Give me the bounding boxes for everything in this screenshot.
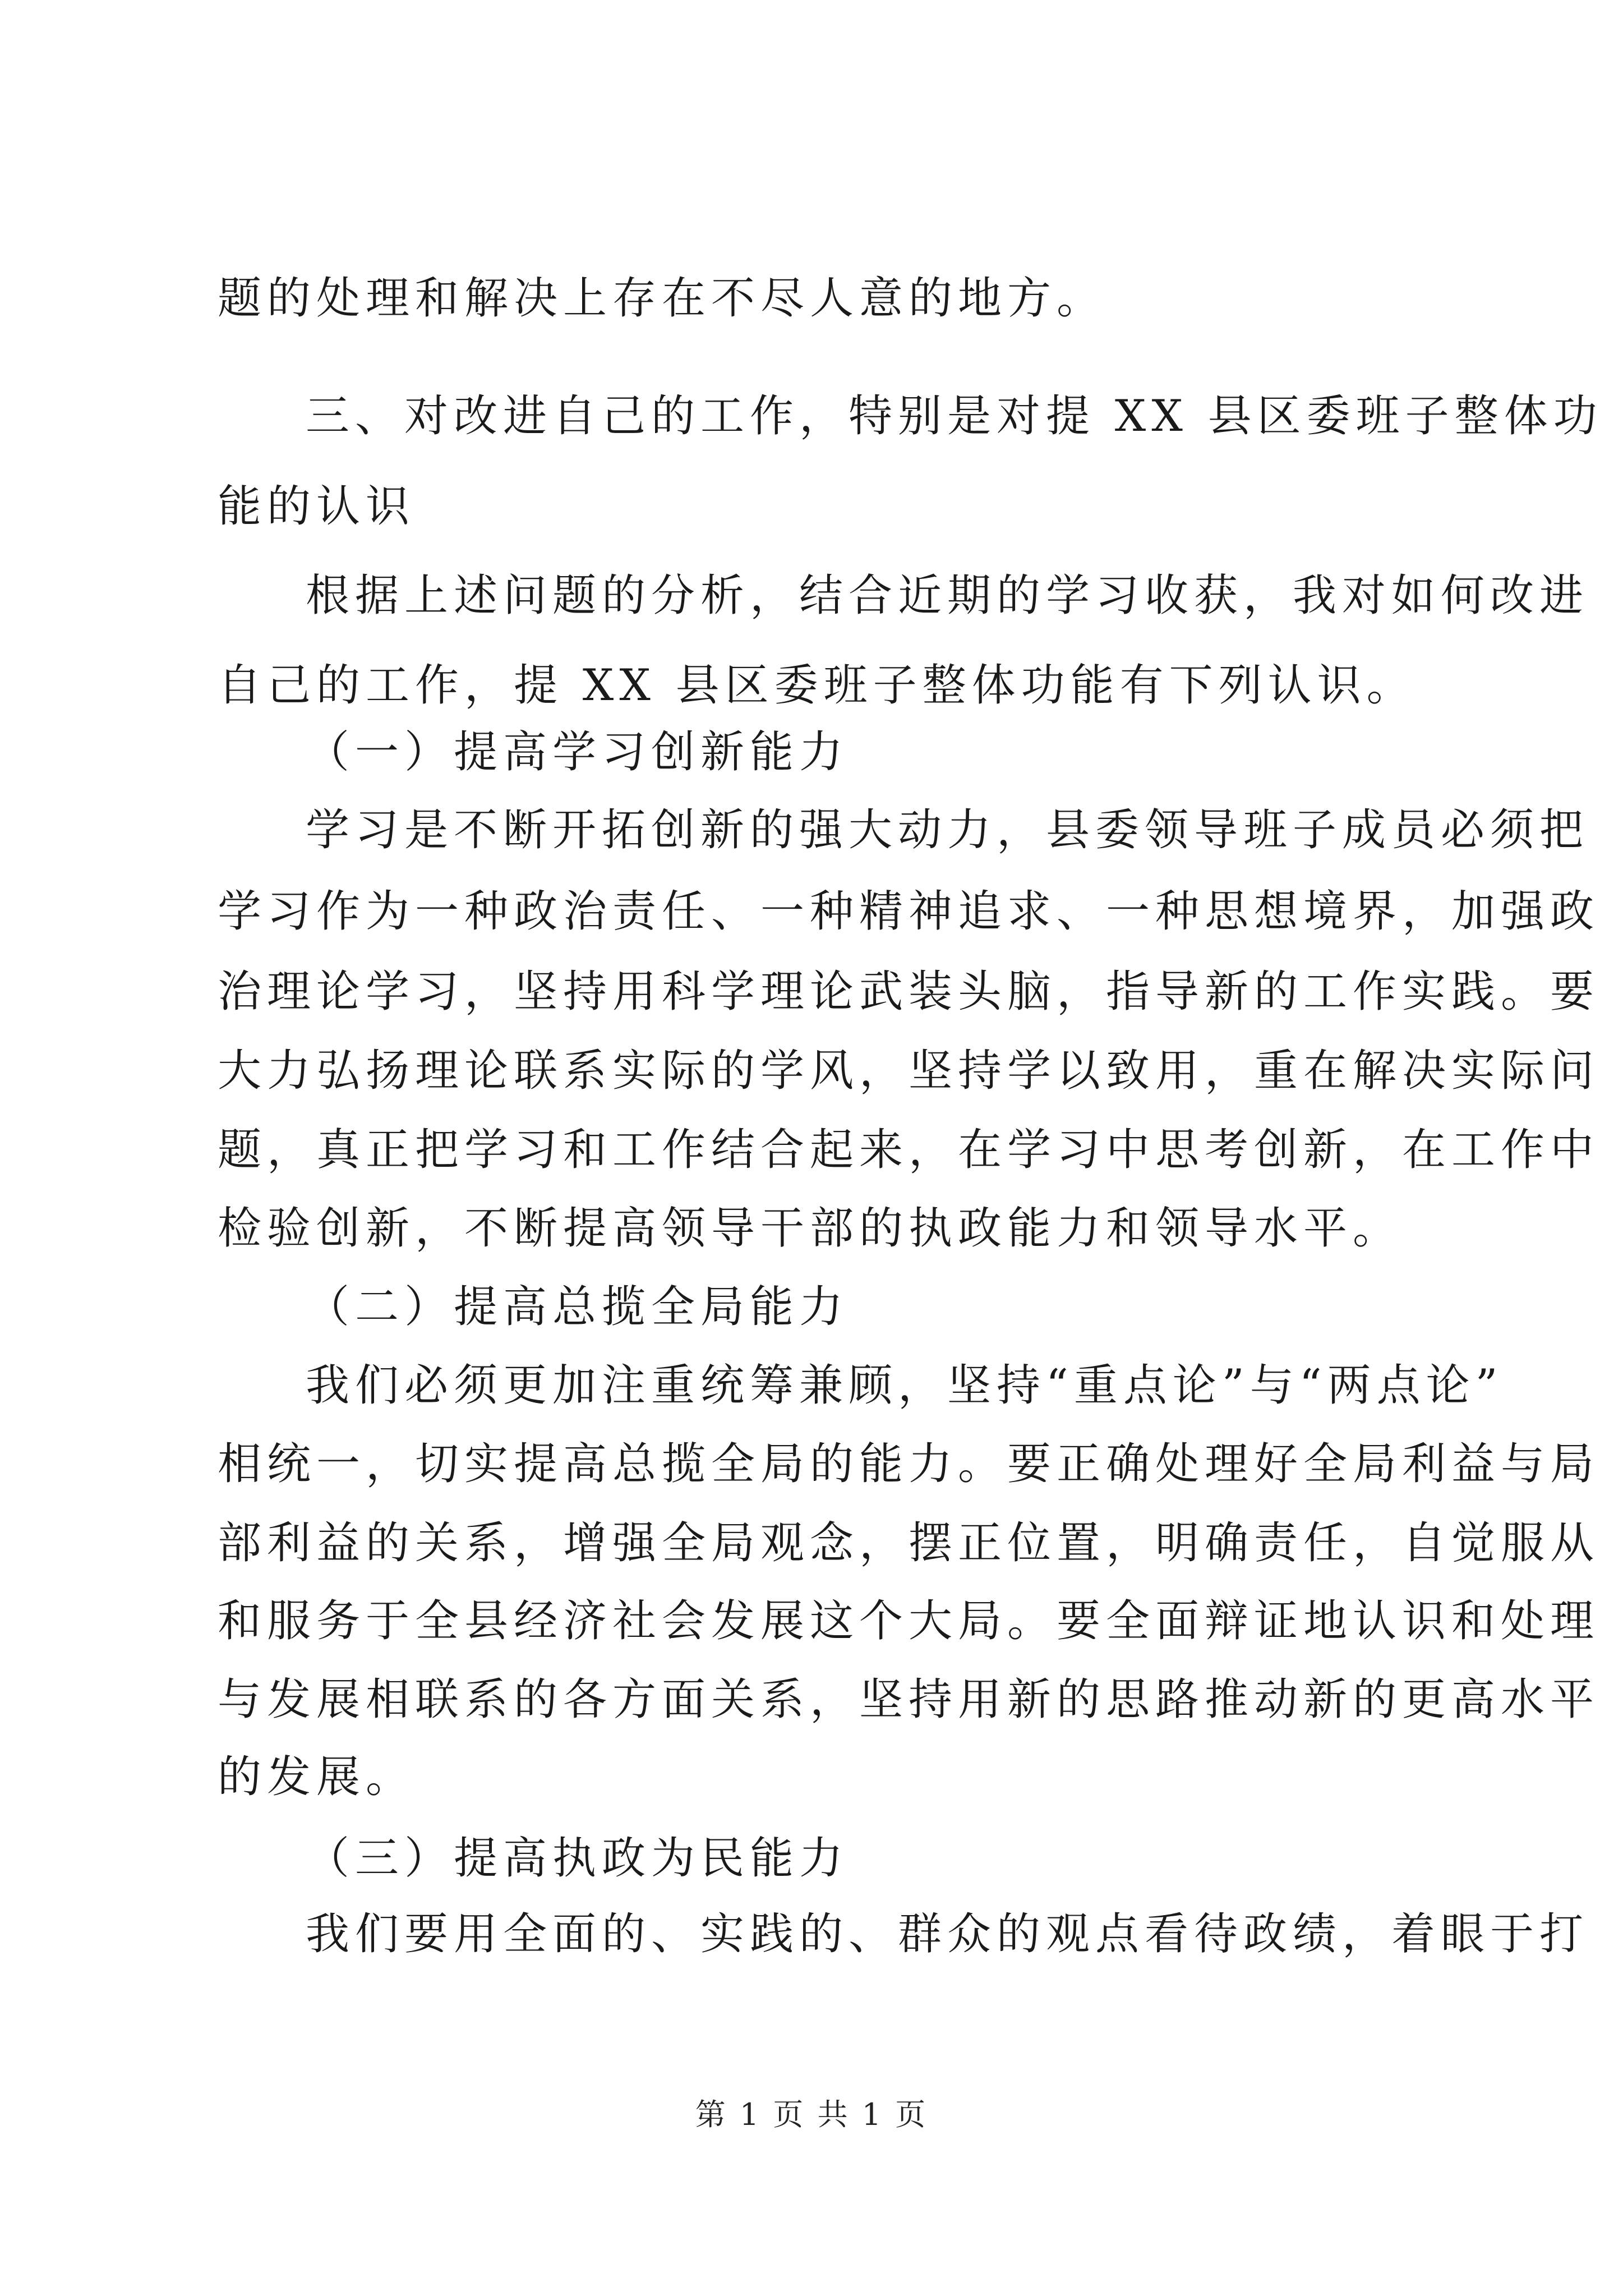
body-text-line: 检验创新，不断提高领导干部的执政能力和领导水平。 bbox=[218, 1203, 1403, 1254]
body-text-line: 大力弘扬理论联系实际的学风，坚持学以致用，重在解决实际问 bbox=[218, 1046, 1600, 1096]
body-text-line: 自己的工作，提 XX 县区委班子整体功能有下列认识。 bbox=[218, 660, 1416, 711]
body-text-line: 我们必须更加注重统筹兼顾，坚持“重点论”与“两点论” bbox=[306, 1360, 1504, 1411]
body-text-line: 治理论学习，坚持用科学理论武装头脑，指导新的工作实践。要 bbox=[218, 967, 1600, 1017]
section-heading-continued: 能的认识 bbox=[218, 481, 416, 532]
body-text-line: 与发展相联系的各方面关系，坚持用新的思路推动新的更高水平 bbox=[218, 1674, 1600, 1725]
subsection-heading: （二）提高总揽全局能力 bbox=[306, 1282, 849, 1332]
body-text-line: 题的处理和解决上存在不尽人意的地方。 bbox=[218, 273, 1106, 324]
subsection-heading: （一）提高学习创新能力 bbox=[306, 727, 849, 777]
body-text-line: 的发展。 bbox=[218, 1752, 416, 1802]
body-text-line: 根据上述问题的分析，结合近期的学习收获，我对如何改进 bbox=[306, 570, 1589, 621]
body-text-line: 和服务于全县经济社会发展这个大局。要全面辩证地认识和处理 bbox=[218, 1596, 1600, 1646]
body-text-line: 题，真正把学习和工作结合起来，在学习中思考创新，在工作中 bbox=[218, 1125, 1600, 1175]
body-text-line: 学习是不断开拓创新的强大动力，县委领导班子成员必须把 bbox=[306, 805, 1589, 855]
body-text-line: 相统一，切实提高总揽全局的能力。要正确处理好全局利益与局 bbox=[218, 1439, 1600, 1489]
body-text-line: 部利益的关系，增强全局观念，摆正位置，明确责任，自觉服从 bbox=[218, 1518, 1600, 1568]
body-text-line: 我们要用全面的、实践的、群众的观点看待政绩，着眼于打 bbox=[306, 1909, 1589, 1959]
subsection-heading: （三）提高执政为民能力 bbox=[306, 1833, 849, 1884]
page-footer: 第 1 页 共 1 页 bbox=[695, 2097, 928, 2132]
section-heading: 三、对改进自己的工作，特别是对提 XX 县区委班子整体功 bbox=[306, 391, 1603, 441]
body-text-line: 学习作为一种政治责任、一种精神追求、一种思想境界，加强政 bbox=[218, 886, 1600, 937]
